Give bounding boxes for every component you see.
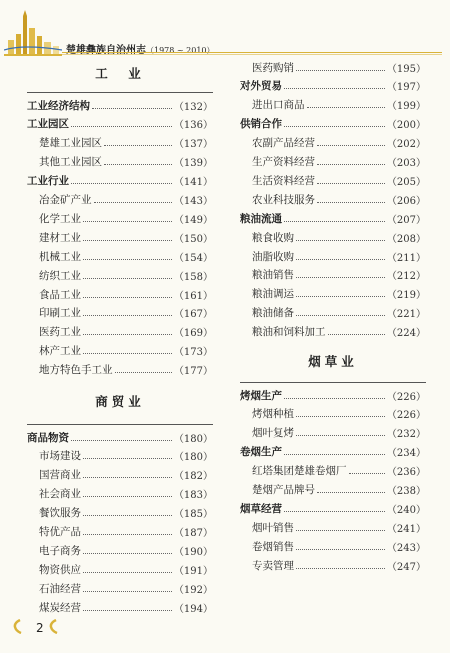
dot-leader [284, 454, 385, 455]
toc-entry-label: 印刷工业 [39, 307, 81, 320]
dot-leader [317, 183, 385, 184]
toc-entry[interactable] [27, 172, 213, 190]
header-rule-secondary [62, 54, 442, 55]
toc-entry-page: （195） [386, 63, 426, 75]
toc-entry-page: （247） [386, 561, 426, 573]
toc-entry[interactable] [27, 266, 213, 284]
toc-entry[interactable] [27, 598, 213, 616]
toc-entry-label: 烟叶销售 [252, 521, 294, 534]
toc-entry[interactable] [27, 209, 213, 227]
toc-entry[interactable] [240, 247, 426, 265]
dot-leader [284, 88, 385, 89]
toc-entry-label: 工业园区 [27, 118, 69, 131]
toc-entry[interactable] [240, 228, 426, 246]
toc-entry-label: 卷烟生产 [240, 446, 282, 459]
book-title-text: 楚雄彝族自治州志 [66, 45, 146, 56]
dot-leader [83, 553, 172, 554]
toc-entry-label: 其他工业园区 [39, 156, 102, 169]
dot-leader [296, 568, 385, 569]
toc-entry[interactable] [240, 209, 426, 227]
toc-entry-label: 烟叶复烤 [252, 427, 294, 440]
dot-leader [83, 315, 172, 316]
toc-entry-page: （234） [386, 448, 426, 460]
toc-entry-label: 市场建设 [39, 450, 81, 463]
dot-leader [94, 202, 172, 203]
toc-entry-label: 食品工业 [39, 288, 81, 301]
toc-entry[interactable] [27, 504, 213, 522]
toc-entry-page: （180） [173, 433, 213, 445]
toc-entry-page: （197） [386, 82, 426, 94]
toc-entry-page: （136） [173, 120, 213, 132]
dot-leader [83, 221, 172, 222]
dot-leader [71, 440, 172, 441]
dot-leader [296, 435, 385, 436]
dot-leader [71, 126, 172, 127]
toc-entry-label: 物资供应 [39, 563, 81, 576]
dot-leader [328, 334, 385, 335]
toc-entry-label: 进出口商品 [252, 99, 305, 112]
toc-entry-page: （185） [173, 509, 213, 521]
toc-entry-label: 楚烟产品牌号 [252, 484, 315, 496]
dot-leader [83, 297, 172, 298]
toc-entry-label: 电子商务 [39, 544, 81, 557]
toc-entry-page: （206） [386, 195, 426, 207]
dot-leader [83, 278, 172, 279]
toc-entry-page: （190） [173, 546, 213, 558]
section-title: 商贸业 [95, 394, 145, 409]
toc-entry[interactable] [27, 560, 213, 578]
toc-entry[interactable] [240, 405, 426, 423]
toc-entry-label: 国营商业 [39, 469, 81, 482]
toc-entry-label: 商品物资 [27, 431, 69, 444]
toc-entry-label: 农副产品经营 [252, 137, 315, 150]
toc-entry-label: 社会商业 [39, 488, 81, 501]
dot-leader [83, 477, 172, 478]
toc-entry-page: （182） [173, 471, 213, 483]
toc-entry-page: （183） [173, 490, 213, 502]
dot-leader [83, 240, 172, 241]
toc-entry[interactable] [27, 191, 213, 209]
dot-leader [83, 496, 172, 497]
toc-entry-page: （199） [386, 101, 426, 113]
page-number: 2 [36, 621, 44, 635]
toc-entry-label: 烟草经营 [240, 502, 282, 515]
dot-leader [296, 416, 385, 417]
dot-leader [296, 259, 385, 260]
toc-entry-label: 地方特色手工业 [39, 364, 113, 377]
toc-entry-page: （191） [173, 565, 213, 577]
dot-leader [83, 334, 172, 335]
dot-leader [83, 259, 172, 260]
dot-leader [296, 530, 385, 531]
toc-entry-label: 对外贸易 [240, 80, 282, 93]
dot-leader [104, 164, 172, 165]
toc-entry-label: 粮油流通 [240, 212, 282, 225]
dot-leader [83, 458, 172, 459]
toc-entry[interactable] [27, 361, 213, 379]
toc-entry-label: 烤烟生产 [240, 389, 282, 402]
dot-leader [83, 353, 172, 354]
toc-entry-page: （243） [386, 542, 426, 554]
toc-entry-page: （169） [173, 328, 213, 340]
section-title: 工 业 [95, 66, 145, 81]
toc-entry[interactable] [27, 579, 213, 597]
dot-leader [296, 240, 385, 241]
toc-entry-label: 农业科技服务 [252, 193, 315, 206]
toc-entry[interactable] [27, 485, 213, 503]
dot-leader [284, 221, 385, 222]
toc-entry[interactable] [240, 537, 426, 555]
toc-entry-label: 楚雄工业园区 [39, 137, 102, 150]
toc-entry-page: （158） [173, 271, 213, 283]
toc-entry-page: （232） [386, 429, 426, 441]
toc-entry-page: （240） [386, 504, 426, 516]
dot-leader [296, 315, 385, 316]
dot-leader [284, 511, 385, 512]
toc-entry-page: （137） [173, 139, 213, 151]
toc-entry[interactable] [27, 466, 213, 484]
dot-leader [92, 108, 172, 109]
toc-entry[interactable] [27, 247, 213, 265]
toc-entry-page: （167） [173, 309, 213, 321]
book-years: （1978 ~ 2010） [146, 46, 215, 55]
dot-leader [317, 145, 385, 146]
toc-entry[interactable] [240, 481, 426, 499]
toc-entry-label: 生活资料经营 [252, 174, 315, 187]
toc-entry-page: （221） [386, 309, 426, 321]
dot-leader [115, 372, 172, 373]
dot-leader [296, 70, 385, 71]
toc-entry[interactable] [27, 153, 213, 171]
toc-entry[interactable] [240, 266, 426, 284]
toc-entry-label: 生产资料经营 [252, 156, 315, 168]
toc-entry-page: （219） [386, 290, 426, 302]
dot-leader [83, 591, 172, 592]
toc-entry[interactable] [27, 228, 213, 246]
toc-entry[interactable] [240, 499, 426, 517]
toc-entry-label: 机械工业 [39, 250, 81, 263]
toc-entry-page: （226） [386, 410, 426, 422]
dot-leader [296, 549, 385, 550]
footer-ornament-right-icon [49, 619, 58, 634]
toc-entry-label: 专卖管理 [252, 559, 294, 572]
toc-entry[interactable] [240, 323, 426, 341]
toc-entry-label: 煤炭经营 [39, 601, 81, 614]
section-rule [27, 424, 213, 425]
toc-entry-page: （139） [173, 158, 213, 170]
toc-entry-page: （205） [386, 176, 426, 188]
section-title: 烟草业 [308, 354, 358, 369]
toc-entry[interactable] [240, 424, 426, 442]
toc-entry-page: （211） [386, 252, 426, 264]
dot-leader [296, 277, 385, 278]
toc-entry[interactable] [27, 428, 213, 446]
toc-entry[interactable] [27, 115, 213, 133]
toc-entry-page: （149） [173, 214, 213, 226]
toc-entry-label: 粮油调运 [252, 288, 294, 301]
toc-entry[interactable] [240, 134, 426, 152]
dot-leader [317, 164, 385, 165]
toc-entry-label: 医药工业 [39, 326, 81, 339]
toc-entry-page: （194） [173, 603, 213, 615]
toc-entry[interactable] [240, 518, 426, 536]
toc-entry-label: 油脂收购 [252, 250, 294, 263]
toc-entry-label: 粮油销售 [252, 269, 294, 282]
toc-entry[interactable] [240, 58, 426, 76]
toc-entry-page: （180） [173, 452, 213, 464]
toc-entry[interactable] [240, 171, 426, 189]
dot-leader [284, 126, 385, 127]
toc-entry[interactable] [240, 443, 426, 461]
toc-entry[interactable] [240, 556, 426, 574]
toc-entry-page: （173） [173, 347, 213, 359]
toc-entry[interactable] [27, 342, 213, 360]
page-header [0, 0, 450, 62]
dot-leader [349, 473, 385, 474]
toc-entry-label: 餐饮服务 [39, 507, 81, 520]
toc-entry-label: 工业行业 [27, 175, 69, 188]
toc-entry-page: （200） [386, 120, 426, 132]
toc-entry-label: 粮油和饲料加工 [252, 326, 326, 339]
toc-entry[interactable] [240, 115, 426, 133]
toc-entry[interactable] [27, 304, 213, 322]
toc-entry[interactable] [240, 153, 426, 171]
toc-entry-page: （192） [173, 584, 213, 596]
toc-entry-label: 冶金矿产业 [39, 194, 92, 206]
toc-entry-label: 工业经济结构 [27, 99, 90, 112]
toc-entry-label: 红塔集团楚雄卷烟厂 [252, 465, 347, 478]
toc-entry-page: （150） [173, 233, 213, 245]
section-rule [240, 382, 426, 383]
dot-leader [71, 183, 172, 184]
city-skyline-logo-icon [4, 10, 62, 56]
toc-entry[interactable] [27, 96, 213, 114]
toc-entry-label: 石油经营 [39, 582, 81, 595]
toc-entry[interactable] [27, 323, 213, 341]
toc-entry-page: （224） [386, 328, 426, 340]
toc-entry[interactable] [240, 285, 426, 303]
toc-entry-label: 医药购销 [252, 61, 294, 74]
dot-leader [307, 107, 385, 108]
toc-entry[interactable] [27, 285, 213, 303]
toc-entry[interactable] [27, 541, 213, 559]
toc-entry-label: 粮食收购 [252, 231, 294, 244]
toc-entry[interactable] [240, 462, 426, 480]
toc-entry-page: （208） [386, 233, 426, 245]
toc-entry-page: （132） [173, 101, 213, 113]
header-rule [62, 52, 442, 53]
toc-entry-page: （154） [173, 252, 213, 264]
dot-leader [104, 145, 172, 146]
toc-entry[interactable] [240, 190, 426, 208]
toc-entry-page: （187） [173, 528, 213, 539]
toc-entry-page: （177） [173, 366, 213, 378]
toc-entry-label: 纺织工业 [39, 269, 81, 282]
section-rule [27, 92, 213, 93]
toc-entry-page: （161） [173, 290, 213, 302]
toc-entry[interactable] [240, 304, 426, 322]
toc-entry[interactable] [27, 447, 213, 465]
dot-leader [284, 398, 385, 399]
footer-ornament-left-icon [13, 619, 22, 634]
toc-entry-page: （212） [386, 271, 426, 283]
toc-entry-label: 粮油储备 [252, 307, 294, 320]
dot-leader [83, 515, 172, 516]
toc-entry-page: （203） [386, 158, 426, 169]
toc-entry-page: （143） [173, 196, 213, 207]
toc-entry[interactable] [240, 386, 426, 404]
toc-entry-label: 化学工业 [39, 212, 81, 225]
toc-entry-label: 建材工业 [39, 231, 81, 244]
toc-entry-label: 特优产品 [39, 526, 81, 538]
toc-entry-label: 烤烟种植 [252, 408, 294, 421]
dot-leader [317, 492, 385, 493]
toc-entry-page: （236） [386, 467, 426, 479]
toc-entry-page: （202） [386, 139, 426, 151]
dot-leader [83, 534, 172, 535]
dot-leader [83, 572, 172, 573]
toc-entry-page: （207） [386, 214, 426, 226]
toc-entry[interactable] [240, 77, 426, 95]
toc-entry[interactable] [240, 96, 426, 114]
toc-entry-page: （238） [386, 486, 426, 497]
toc-entry[interactable] [27, 134, 213, 152]
toc-entry-label: 林产工业 [39, 345, 81, 358]
dot-leader [83, 610, 172, 611]
toc-entry-page: （141） [173, 177, 213, 189]
toc-entry-page: （226） [386, 391, 426, 403]
dot-leader [296, 296, 385, 297]
toc-entry-page: （241） [386, 523, 426, 535]
toc-entry[interactable] [27, 523, 213, 541]
toc-entry-label: 卷烟销售 [252, 540, 294, 553]
dot-leader [317, 202, 385, 203]
toc-entry-label: 供销合作 [240, 118, 282, 131]
